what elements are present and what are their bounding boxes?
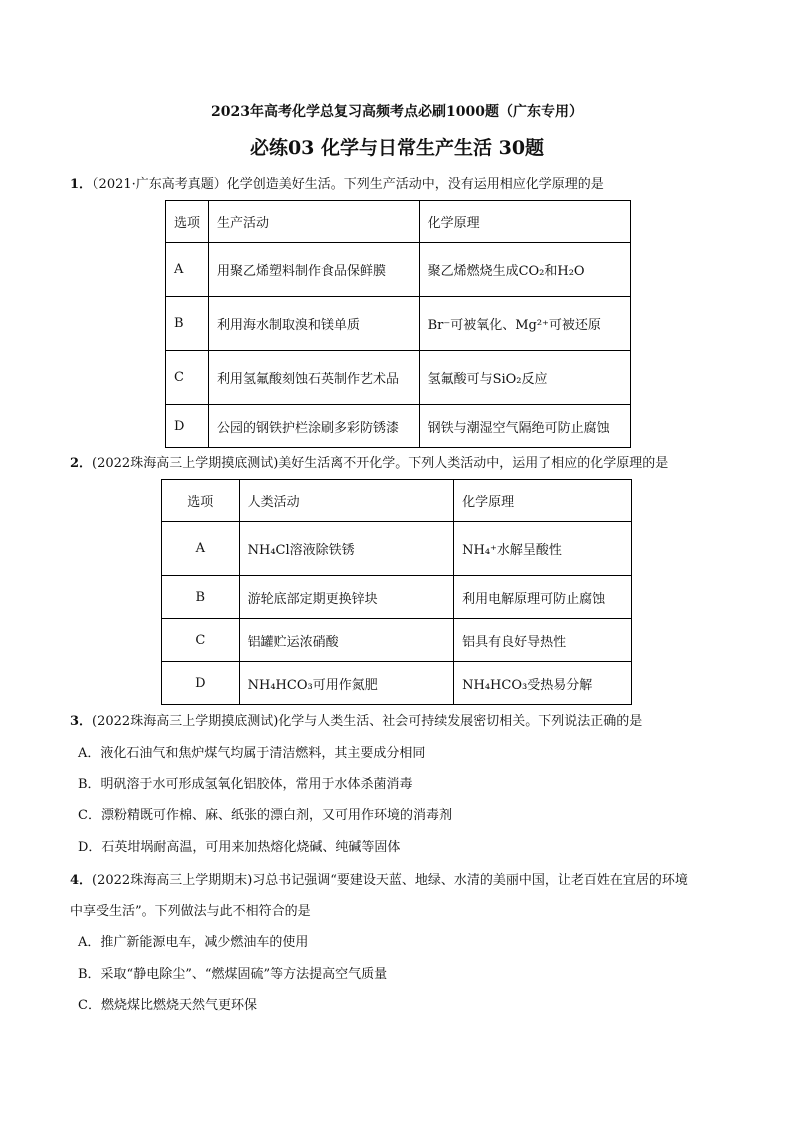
- question-1-table: [165, 200, 631, 448]
- table-cell: NH₄HCO₃受热易分解: [454, 662, 632, 705]
- table-cell: D: [166, 405, 209, 448]
- table-row: [162, 522, 632, 576]
- option-c: C．燃烧煤比燃烧天然气更环保: [78, 998, 257, 1013]
- table-cell: 利用海水制取溴和镁单质: [209, 297, 420, 351]
- question-number: 4．: [70, 873, 93, 888]
- question-number: 3．: [70, 714, 93, 729]
- question-number: 2．: [70, 456, 93, 471]
- question-text: （2021·广东高考真题）化学创造美好生活。下列生产活动中，没有运用相应化学原理的是: [92, 177, 604, 192]
- option-b: B．采取“静电除尘”、“燃煤固硫”等方法提高空气质量: [78, 967, 388, 982]
- table-header: 化学原理: [454, 480, 632, 522]
- question-text: (2022珠海高三上学期摸底测试)化学与人类生活、社会可持续发展密切相关。下列说法正确的是: [92, 714, 643, 729]
- table-cell: A: [166, 243, 209, 297]
- table-row: [162, 619, 632, 662]
- table-cell: D: [162, 662, 240, 705]
- table-cell: B: [166, 297, 209, 351]
- doc-title: 2023年高考化学总复习高频考点必刷1000题（广东专用）: [211, 104, 583, 120]
- question-4: [70, 872, 688, 890]
- table-cell: C: [166, 351, 209, 405]
- table-header-row: [162, 480, 632, 522]
- option-c: C．漂粉精既可作棉、麻、纸张的漂白剂，又可用作环境的消毒剂: [78, 808, 452, 823]
- question-1: [70, 176, 604, 194]
- doc-subtitle: 必练03 化学与日常生产生活 30题: [249, 137, 545, 159]
- table-header-row: [166, 201, 631, 243]
- table-row: [162, 576, 632, 619]
- option-a: A．液化石油气和焦炉煤气均属于清洁燃料，其主要成分相同: [78, 746, 426, 761]
- question-number: 1．: [70, 177, 93, 192]
- table-cell: NH₄Cl溶液除铁锈: [239, 522, 454, 576]
- table-cell: C: [162, 619, 240, 662]
- question-3: [70, 713, 642, 731]
- table-cell: 铝具有良好导热性: [454, 619, 632, 662]
- question-2: [70, 455, 668, 473]
- table-row: [166, 405, 631, 448]
- table-cell: 游轮底部定期更换锌块: [239, 576, 454, 619]
- table-header: 化学原理: [419, 201, 630, 243]
- table-row: [166, 243, 631, 297]
- option-b: B．明矾溶于水可形成氢氧化铝胶体，常用于水体杀菌消毒: [78, 777, 413, 792]
- table-cell: B: [162, 576, 240, 619]
- table-cell: A: [162, 522, 240, 576]
- table-row: [162, 662, 632, 705]
- table-header: 选项: [162, 480, 240, 522]
- table-row: [166, 297, 631, 351]
- option-a: A．推广新能源电车，减少燃油车的使用: [78, 935, 309, 950]
- question-text: (2022珠海高三上学期摸底测试)美好生活离不开化学。下列人类活动中，运用了相应的化学原理的是: [92, 456, 669, 471]
- table-cell: 公园的钢铁护栏涂刷多彩防锈漆: [209, 405, 420, 448]
- table-cell: 铝罐贮运浓硝酸: [239, 619, 454, 662]
- table-cell: NH₄HCO₃可用作氮肥: [239, 662, 454, 705]
- table-header: 生产活动: [209, 201, 420, 243]
- table-header: 人类活动: [239, 480, 454, 522]
- table-cell: 利用氢氟酸刻蚀石英制作艺术品: [209, 351, 420, 405]
- table-cell: Br⁻可被氧化、Mg²⁺可被还原: [419, 297, 630, 351]
- table-cell: NH₄⁺水解呈酸性: [454, 522, 632, 576]
- table-cell: 利用电解原理可防止腐蚀: [454, 576, 632, 619]
- question-4-continued: 中享受生活”。下列做法与此不相符合的是: [70, 904, 311, 919]
- question-2-table: [161, 479, 632, 705]
- table-cell: 氢氟酸可与SiO₂反应: [419, 351, 630, 405]
- question-text: (2022珠海高三上学期期末)习总书记强调“要建设天蓝、地绿、水清的美丽中国，让老百姓在宜居的环境: [92, 873, 688, 888]
- table-cell: 钢铁与潮湿空气隔绝可防止腐蚀: [419, 405, 630, 448]
- table-row: [166, 351, 631, 405]
- table-cell: 用聚乙烯塑料制作食品保鲜膜: [209, 243, 420, 297]
- table-cell: 聚乙烯燃烧生成CO₂和H₂O: [419, 243, 630, 297]
- table-header: 选项: [166, 201, 209, 243]
- option-d: D．石英坩埚耐高温，可用来加热熔化烧碱、纯碱等固体: [78, 840, 401, 855]
